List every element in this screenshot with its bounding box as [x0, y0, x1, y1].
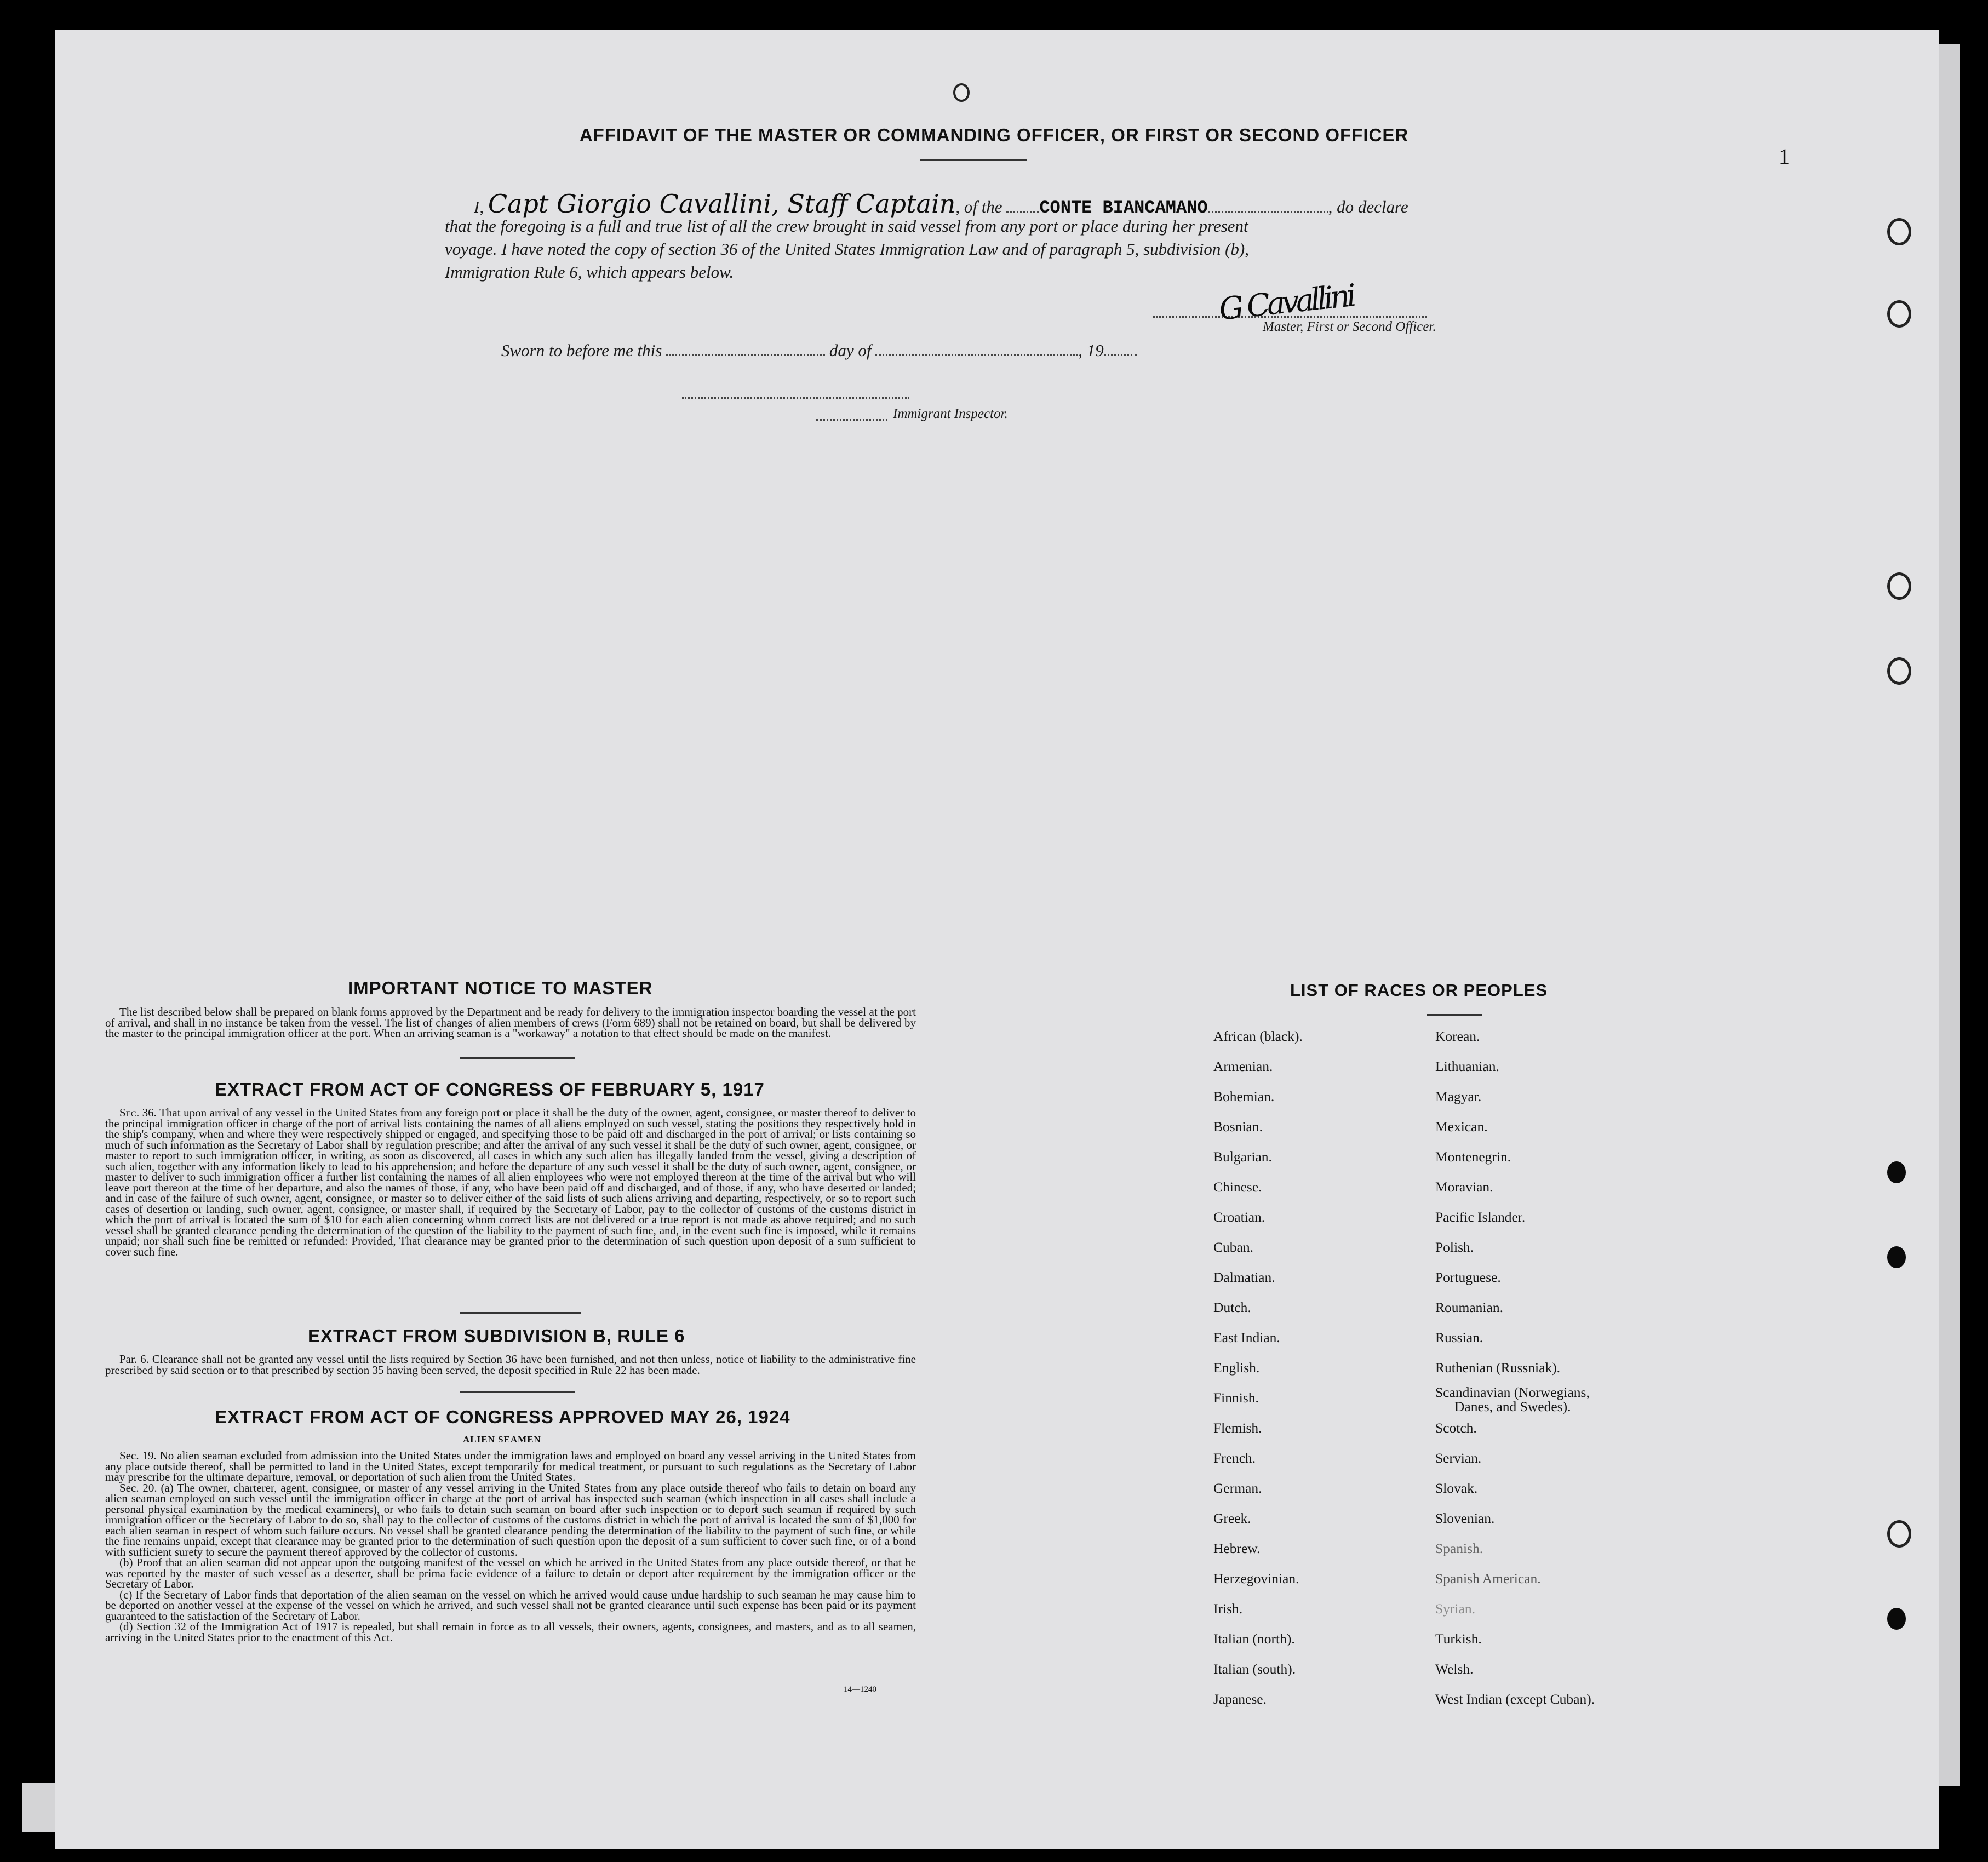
race-item: Korean. — [1435, 1028, 1480, 1044]
race-item: Portuguese. — [1435, 1269, 1501, 1285]
race-item: Cuban. — [1213, 1239, 1253, 1255]
sec-20c-paragraph: (c) If the Secretary of Labor finds that deportation of the alien seaman on the vessel on which he arrived would cause undue hardship to such seaman he may cause him to be deported on another vessel at the expense of the vessel on which he arrived, and such vessel shall not be granted clearance until such expense has been paid or its payment guaranteed to the satisfaction of the Secretary of Labor. — [105, 1588, 916, 1623]
binding-hole-filled-icon — [1887, 1161, 1906, 1183]
notice-title: IMPORTANT NOTICE TO MASTER — [348, 978, 653, 998]
affidavit-line-4: Immigration Rule 6, which appears below. — [445, 262, 734, 282]
race-item: Mexican. — [1435, 1119, 1488, 1135]
sec-36-label: Sec. 36. — [119, 1106, 157, 1119]
handwritten-name: Capt Giorgio Cavallini, Staff Captain — [488, 189, 956, 219]
affidavit-declare: , do declare — [1328, 197, 1408, 216]
race-item: Flemish. — [1213, 1420, 1262, 1436]
signature: G Cavallini — [1217, 278, 1355, 328]
binding-hole-icon — [1887, 300, 1911, 328]
race-item: Servian. — [1435, 1450, 1482, 1466]
section-rule — [460, 1057, 575, 1059]
extract-1924-text — [105, 1451, 916, 1643]
race-item: Montenegrin. — [1435, 1149, 1511, 1165]
extract-1924-title: EXTRACT FROM ACT OF CONGRESS APPROVED MAY 26, 1924 — [215, 1407, 790, 1427]
race-item: Polish. — [1435, 1239, 1474, 1255]
affidavit-title: AFFIDAVIT OF THE MASTER OR COMMANDING OFFICER, OR FIRST OR SECOND OFFICER — [579, 125, 1409, 145]
rule6-paragraph: Par. 6. Clearance shall not be granted any vessel until the lists required by Section 36 have been furnished, and not then unless, notice of liability to the administrative fine prescribed by said section or to that prescribed by section 35 having been served, the deposit specified in Rule 22 has been made. — [105, 1353, 916, 1377]
race-item: Lithuanian. — [1435, 1058, 1499, 1074]
right-binding-strip — [1939, 44, 1960, 1786]
race-item: Scotch. — [1435, 1420, 1477, 1436]
race-item: Italian (north). — [1213, 1631, 1295, 1647]
page-number: 1 — [1779, 144, 1790, 169]
punch-mark-icon — [953, 83, 970, 102]
race-item: Greek. — [1213, 1510, 1251, 1526]
affidavit-line-3: voyage. I have noted the copy of section 36 of the United States Immigration Law and of paragraph 5, subdivision (b), — [445, 239, 1249, 259]
fill-dots — [666, 354, 825, 356]
section-rule — [1427, 1014, 1482, 1016]
binding-hole-icon — [1887, 1520, 1911, 1548]
race-item: Ruthenian (Russniak). — [1435, 1360, 1561, 1376]
races-title: LIST OF RACES OR PEOPLES — [1290, 981, 1548, 1000]
alien-seamen-subtitle: ALIEN SEAMEN — [463, 1434, 541, 1445]
race-item: Dalmatian. — [1213, 1269, 1275, 1285]
race-item: Dutch. — [1213, 1299, 1251, 1315]
race-item: East Indian. — [1213, 1330, 1280, 1345]
race-item: Magyar. — [1435, 1088, 1482, 1104]
race-item: Armenian. — [1213, 1058, 1273, 1074]
race-item: Italian (south). — [1213, 1661, 1296, 1677]
binding-hole-icon — [1887, 657, 1911, 685]
race-item: Scandinavian (Norwegians, — [1435, 1384, 1590, 1400]
signature-caption: Master, First or Second Officer. — [1263, 319, 1436, 334]
binding-hole-icon — [1887, 572, 1911, 600]
sworn-day: day of — [829, 341, 872, 360]
race-item-continued: Danes, and Swedes). — [1454, 1399, 1571, 1414]
affidavit-of-the: , of the — [955, 197, 1002, 216]
extract-rule6-text — [105, 1354, 916, 1376]
race-item: Spanish. — [1435, 1540, 1483, 1556]
race-item: Roumanian. — [1435, 1299, 1503, 1315]
binding-hole-filled-icon — [1887, 1608, 1906, 1630]
sworn-line — [501, 341, 1137, 360]
vessel-name: CONTE BIANCAMANO — [1039, 198, 1208, 218]
extract-1917-title: EXTRACT FROM ACT OF CONGRESS OF FEBRUARY 5, 1917 — [215, 1079, 765, 1099]
race-item: Slovenian. — [1435, 1510, 1495, 1526]
race-item: Slovak. — [1435, 1480, 1478, 1496]
affidavit-line-1 — [474, 189, 1408, 219]
sec-36-text: That upon arrival of any vessel in the United States from any foreign port or place it shall be the duty of the owner, agent, consignee, or master thereof to deliver to the principal immigration officer in charge of the port of arrival lists containing the names of all aliens employed on such vessel, stating the positions they respectively hold in the ship's company, when and where they were respectively shipped or engaged, and specifying those to be paid off and discharged in the port of arrival; or lists containing so much of such information as the Secretary of Labor shall by regulation prescribe; and after the arrival of any such vessel it shall be the duty of such owner, agent, consignee, or master to report to such immigration officer, in writing, as soon as discovered, all cases in which any such alien has illegally landed from the vessel, giving a description of such alien, together with any information likely to lead to his apprehension; and before the departure of any such vessel it shall be the duty of such owner, agent, consignee, or master to deliver to such immigration officer a further list containing the names of all alien employees who were not employed thereon at the time of the arrival but who will leave port thereon at the time of her departure, and also the names of those, if any, who have been paid off and discharged, and of those, if any, who have deserted or landed; and in case of the failure of such owner, agent, consignee, or master so to deliver either of the said lists of such aliens arriving and departing, respectively, or so to report such cases of desertion or landing, such owner, agent, consignee, or master shall, if required by the Secretary of Labor, pay to the collector of customs of the customs district in which the port of arrival is located the sum of $10 for each alien concerning whom correct lists are not delivered or a true report is not made as above required; and no such vessel shall be granted clearance pending the determination of the question of the liability to the payment of such fine, and, in the event such fine is imposed, while it remains unpaid; nor shall such fine be remitted or refunded: Provided, That clearance may be granted prior to the determination of such question upon deposit of a sum sufficient to cover such fine. — [105, 1106, 916, 1258]
race-item: Spanish American. — [1435, 1571, 1541, 1586]
race-item: Croatian. — [1213, 1209, 1265, 1225]
race-item: Syrian. — [1435, 1601, 1475, 1617]
race-item: Irish. — [1213, 1601, 1243, 1617]
race-item: Bosnian. — [1213, 1119, 1263, 1135]
race-item: Bohemian. — [1213, 1088, 1275, 1104]
sec-20d-paragraph: (d) Section 32 of the Immigration Act of 1917 is repealed, but shall remain in force as to all vessels, their owners, agents, consignees, and masters, and as to all seamen, arriving in the United States prior to the enactment of this Act. — [105, 1620, 916, 1644]
fill-dots — [1104, 354, 1137, 356]
race-item: Herzegovinian. — [1213, 1571, 1299, 1586]
form-number: 14—1240 — [844, 1685, 876, 1694]
race-item: Welsh. — [1435, 1661, 1474, 1677]
fill-dots — [816, 419, 887, 421]
notice-paragraph: The list described below shall be prepared on blank forms approved by the Department and be ready for delivery to the immigration inspector boarding the vessel at the port of arrival, and shall in no instance be taken from the vessel. The list of changes of alien members of crews (Form 689) shall not be retained on board, but shall be delivered by the master to the principal immigration officer at the port. When an arriving seaman is a "workaway" a notation to that effect should be made on the manifest. — [105, 1005, 916, 1040]
race-item: Turkish. — [1435, 1631, 1482, 1647]
race-item: Japanese. — [1213, 1691, 1267, 1707]
race-item: Chinese. — [1213, 1179, 1262, 1195]
race-item: West Indian (except Cuban). — [1435, 1691, 1595, 1707]
sworn-prefix: Sworn to before me this — [501, 341, 662, 360]
affidavit-line-2: that the foregoing is a full and true list of all the crew brought in said vessel from any port or place during her present — [445, 216, 1248, 236]
race-item: Bulgarian. — [1213, 1149, 1272, 1165]
section-rule — [460, 1312, 581, 1314]
race-item: English. — [1213, 1360, 1260, 1376]
inspector-caption: Immigrant Inspector. — [893, 406, 1008, 421]
race-item: Moravian. — [1435, 1179, 1493, 1195]
section-rule — [460, 1391, 575, 1393]
fill-dots — [1006, 211, 1039, 213]
sworn-year: , 19 — [1078, 341, 1104, 360]
race-item: Pacific Islander. — [1435, 1209, 1526, 1225]
binding-hole-icon — [1887, 218, 1911, 245]
race-item: Hebrew. — [1213, 1540, 1261, 1556]
race-item: French. — [1213, 1450, 1256, 1466]
fill-dots — [875, 354, 1078, 356]
sec-20b-paragraph: (b) Proof that an alien seaman did not appear upon the outgoing manifest of the vessel on which he arrived in the United States from any place outside thereof, or that he was reported by the master of such vessel as a deserter, shall be prima facie evidence of a failure to detain or deport after requirement by the immigration officer or the Secretary of Labor. — [105, 1556, 916, 1590]
extract-1917-text — [105, 1108, 916, 1257]
title-rule — [920, 159, 1027, 161]
sec-19-paragraph: Sec. 19. No alien seaman excluded from admission into the United States under the immigration laws and employed on board any vessel arriving in the United States from any place outside thereof, shall be permitted to land in the United States, except temporarily for medical treatment, or pursuant to such regulations as the Secretary of Labor may prescribe for the ultimate departure, removal, or deportation of such alien from the United States. — [105, 1449, 916, 1483]
sec-20a-paragraph: Sec. 20. (a) The owner, charterer, agent, consignee, or master of any vessel arriving in the United States from any place outside thereof who fails to detain on board any alien seaman employed on such vessel until the immigration officer in charge at the port of arrival has inspected such seaman (which inspection in all cases shall include a personal physical examination by the medical examiners), or who fails to detain such seaman on board after such inspection or to deport such seaman if required by such immigration officer or the Secretary of Labor to do so, shall pay to the collector of customs of the customs district in which the port of arrival is located the sum of $1,000 for each alien seaman in respect of whom such failure occurs. No vessel shall be granted clearance pending the determination of the liability to the payment of such fine, or while the fine remains unpaid, except that clearance may be granted prior to the determination of such question upon the deposit of a sum sufficient to cover such fine, or of a bond with sufficient surety to secure the payment thereof approved by the collector of customs. — [105, 1481, 916, 1559]
inspector-signature-line — [682, 397, 909, 399]
race-item: African (black). — [1213, 1028, 1303, 1044]
extract-rule6-title: EXTRACT FROM SUBDIVISION B, RULE 6 — [308, 1326, 685, 1346]
race-item: Russian. — [1435, 1330, 1483, 1345]
race-item: German. — [1213, 1480, 1262, 1496]
affidavit-pre-name: I, — [474, 197, 484, 216]
binding-hole-filled-icon — [1887, 1246, 1906, 1268]
race-item: Finnish. — [1213, 1390, 1259, 1406]
fill-dots — [1208, 211, 1328, 213]
notice-text — [105, 1007, 916, 1039]
